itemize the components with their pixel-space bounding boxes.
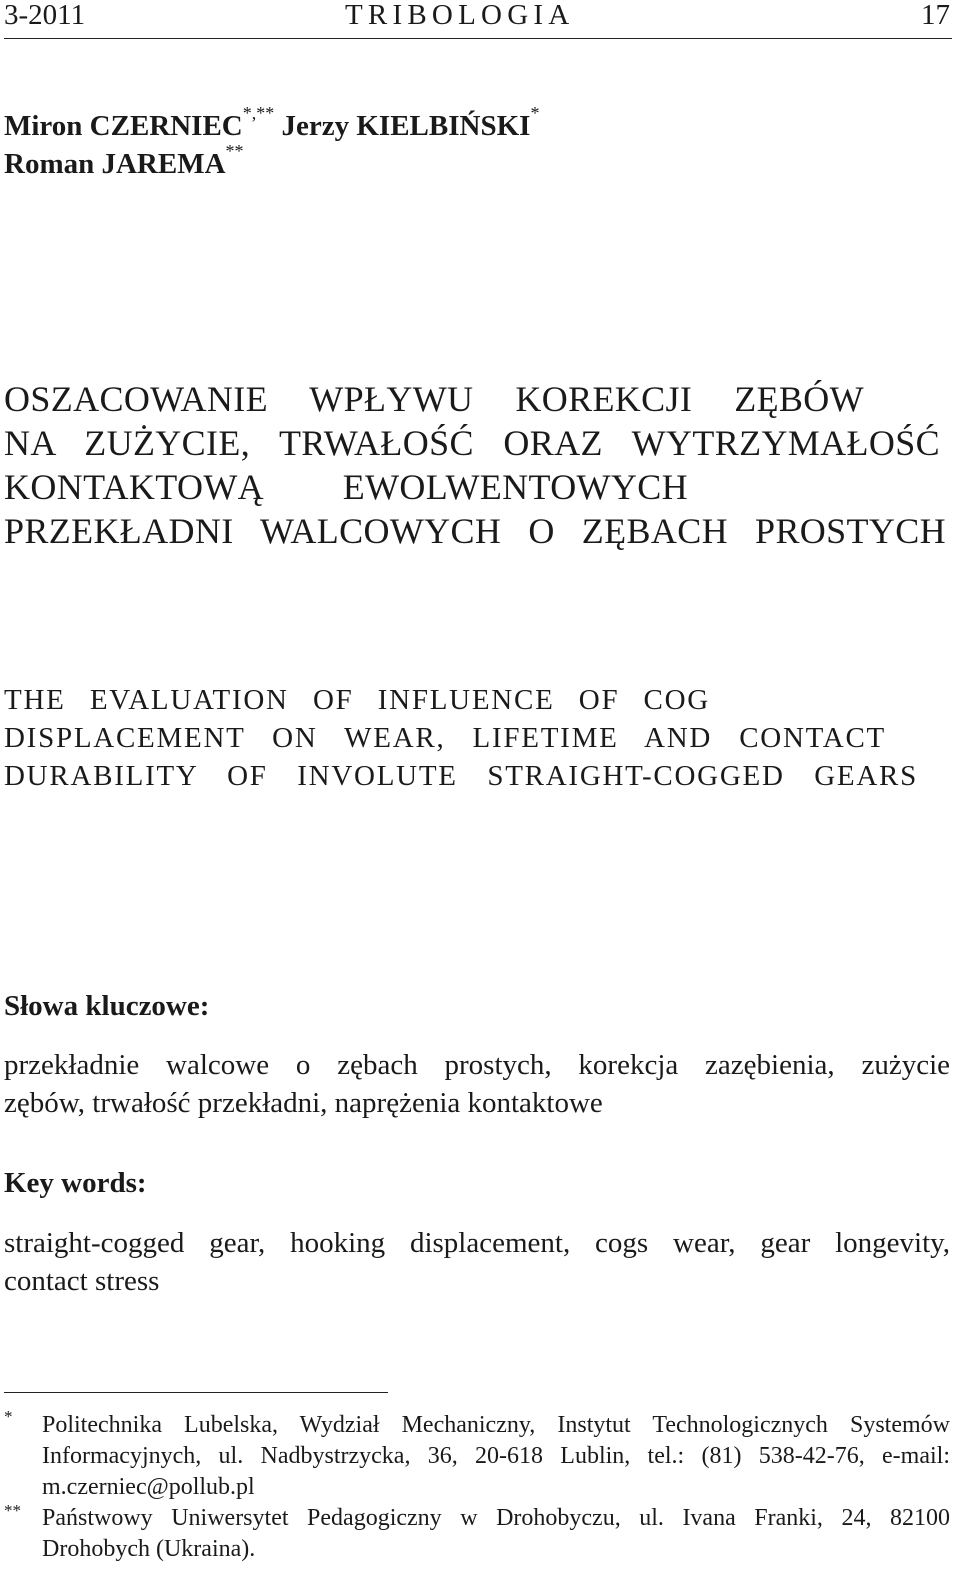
issue-number: 3-2011 bbox=[4, 0, 86, 31]
title-en-line: DURABILITY OF INVOLUTE STRAIGHT-COGGED GEARS bbox=[4, 760, 918, 792]
title-pl-line: NA ZUŻYCIE, TRWAŁOŚĆ ORAZ WYTRZYMAŁOŚĆ bbox=[4, 423, 940, 463]
author-line-2 bbox=[4, 141, 244, 182]
affiliation-mark: *,** bbox=[242, 103, 275, 123]
keywords-en-line: contact stress bbox=[4, 1265, 160, 1297]
journal-name: TRIBOLOGIA bbox=[345, 0, 575, 31]
keywords-pl-line: przekładnie walcowe o zębach prostych, korekcja zazębienia, zużycie bbox=[4, 1049, 950, 1081]
keywords-pl-heading: Słowa kluczowe: bbox=[4, 990, 210, 1022]
title-en-line: DISPLACEMENT ON WEAR, LIFETIME AND CONTACT bbox=[4, 722, 886, 754]
title-pl-line: KONTAKTOWĄ EWOLWENTOWYCH bbox=[4, 467, 688, 507]
author-name: Roman JAREMA bbox=[4, 148, 226, 180]
title-en-line: THE EVALUATION OF INFLUENCE OF COG bbox=[4, 684, 710, 716]
footnote-line: Informacyjnych, ul. Nadbystrzycka, 36, 20-618 Lublin, tel.: (81) 538-42-76, e-mail: bbox=[42, 1443, 950, 1469]
footnote-line: Politechnika Lubelska, Wydział Mechaniczny, Instytut Technologicznych Systemów bbox=[42, 1412, 950, 1438]
author-line-1 bbox=[4, 103, 540, 144]
author-name: Jerzy KIELBIŃSKI bbox=[281, 110, 531, 142]
keywords-en-line: straight-cogged gear, hooking displacement, cogs wear, gear longevity, bbox=[4, 1227, 950, 1259]
footnote-rule bbox=[4, 1392, 388, 1393]
author-name: Miron CZERNIEC bbox=[4, 110, 243, 142]
footnote-line: Drohobych (Ukraina). bbox=[42, 1536, 256, 1562]
footnote-email: m.czerniec@pollub.pl bbox=[42, 1474, 255, 1500]
footnote-line: Państwowy Uniwersytet Pedagogiczny w Drohobyczu, ul. Ivana Franki, 24, 82100 bbox=[42, 1505, 950, 1531]
keywords-en-heading: Key words: bbox=[4, 1167, 147, 1199]
affiliation-mark: ** bbox=[225, 141, 244, 161]
affiliation-mark: * bbox=[530, 103, 540, 123]
title-pl-line: OSZACOWANIE WPŁYWU KOREKCJI ZĘBÓW bbox=[4, 379, 864, 419]
footnote-mark: ** bbox=[4, 1501, 21, 1520]
title-pl-line: PRZEKŁADNI WALCOWYCH O ZĘBACH PROSTYCH bbox=[4, 511, 946, 551]
keywords-pl-line: zębów, trwałość przekładni, naprężenia kontaktowe bbox=[4, 1087, 603, 1119]
page-number: 17 bbox=[921, 0, 950, 31]
footnote-mark: * bbox=[4, 1407, 13, 1426]
header-rule bbox=[4, 38, 952, 39]
